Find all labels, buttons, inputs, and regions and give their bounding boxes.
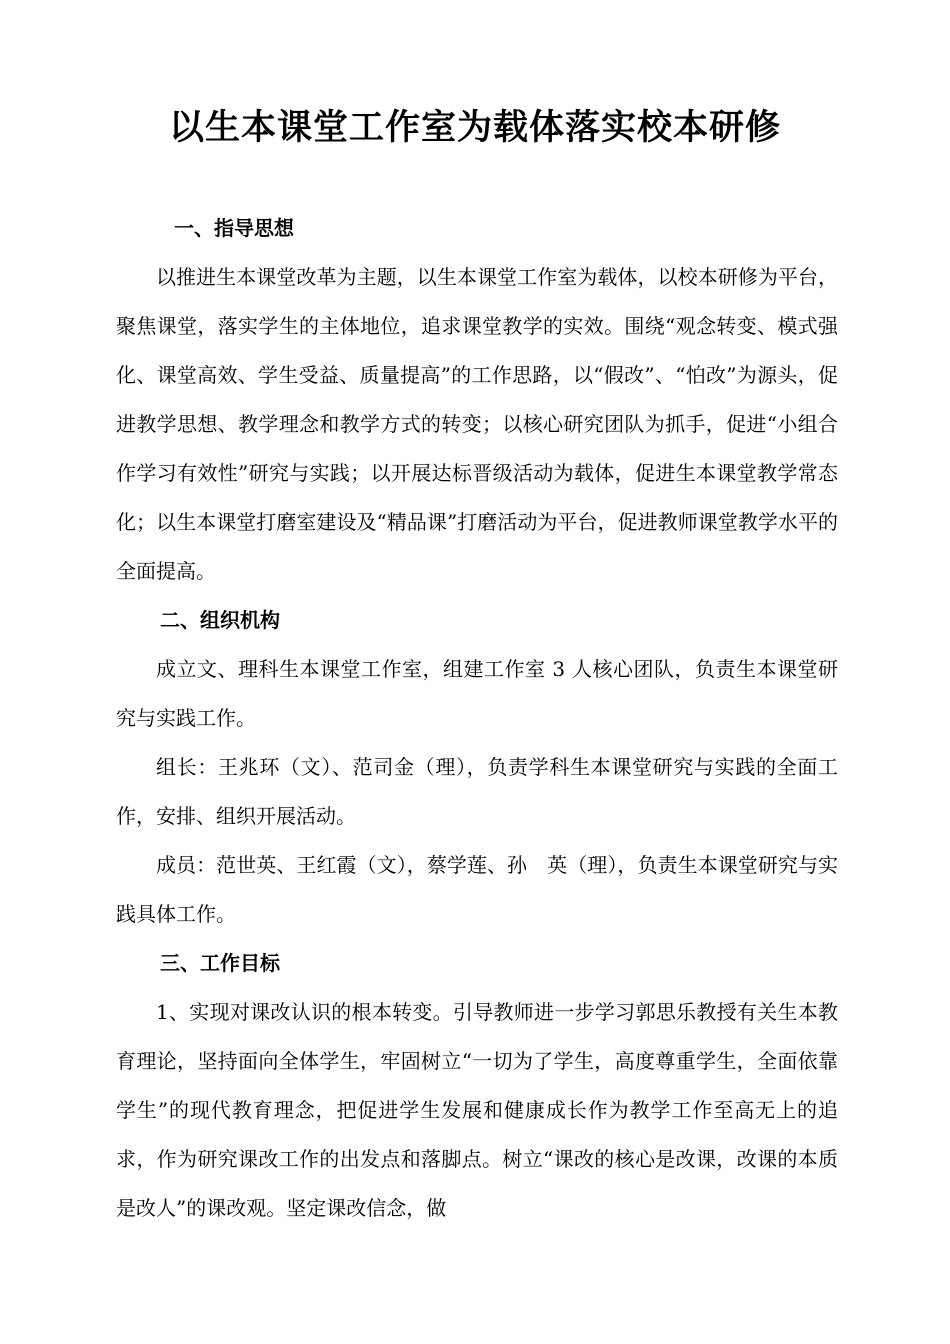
paragraph: 组长：王兆环（文）、范司金（理），负责学科生本课堂研究与实践的全面工作，安排、组织开展活动。 [116, 755, 838, 828]
section-heading: 一、指导思想 [174, 216, 294, 240]
paragraph: 成立文、理科生本课堂工作室，组建工作室 3 人核心团队，负责生本课堂研究与实践工作。 [116, 657, 838, 730]
section-work-goals [116, 939, 838, 1233]
section-heading: 三、工作目标 [160, 951, 280, 975]
section-guiding-ideology [116, 204, 838, 596]
section-organization [116, 596, 838, 939]
paragraph: 1、实现对课改认识的根本转变。引导教师进一步学习郭思乐教授有关生本教育理论，坚持面向全体学生，牢固树立“一切为了学生，高度尊重学生，全面依靠学生”的现代教育理念，把促进学生发展和健康成长作为教学工作至高无上的追求，作为研究课改工作的出发点和落脚点。树立“课改的核心是改课，改课的本质是改人”的课改观。坚定课改信念，做 [116, 1000, 838, 1220]
document-body [116, 204, 838, 1233]
document-title: 以生本课堂工作室为载体落实校本研修 [168, 108, 781, 148]
paragraph: 以推进生本课堂改革为主题，以生本课堂工作室为载体，以校本研修为平台，聚焦课堂，落实学生的主体地位，追求课堂教学的实效。围绕“观念转变、模式强化、课堂高效、学生受益、质量提高”的工作思路，以“假改”、“怕改”为源头，促进教学思想、教学理念和教学方式的转变；以核心研究团队为抓手，促进“小组合作学习有效性”研究与实践；以开展达标晋级活动为载体，促进生本课堂教学常态化；以生本课堂打磨室建设及“精品课”打磨活动为平台，促进教师课堂教学水平的全面提高。 [116, 265, 838, 583]
paragraph: 成员：范世英、王红霞（文），蔡学莲、孙 英（理），负责生本课堂研究与实践具体工作。 [116, 853, 838, 926]
section-heading: 二、组织机构 [160, 608, 280, 632]
